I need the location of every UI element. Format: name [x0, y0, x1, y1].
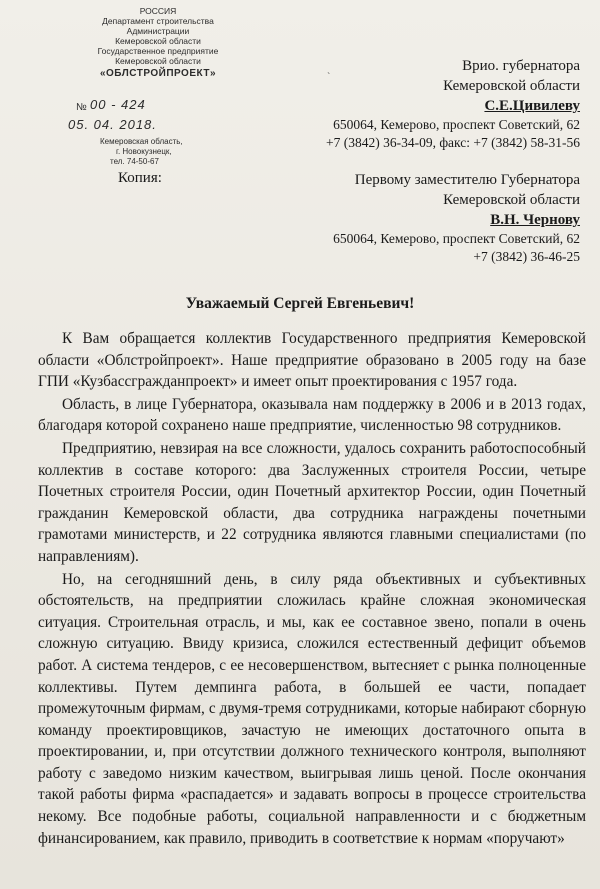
sender-stamp: [48, 6, 268, 166]
addressee-position: Врио. губернатора: [462, 58, 580, 74]
letter-body: [38, 328, 586, 849]
addressee-region: Кемеровской области: [443, 78, 580, 94]
copy-address: 650064, Кемерово, проспект Советский, 62: [333, 231, 580, 246]
stamp-enterprise-name: «ОБЛСТРОЙПРОЕКТ»: [99, 68, 217, 79]
paragraph: Область, в лице Губернатора, оказывала нам поддержку в 2006 и в 2013 годах, благодаря которой сохранено наше предприятие, численностью 98 сотрудников.: [38, 395, 586, 435]
stamp-number: 00 - 424: [90, 97, 146, 112]
stamp-administration: Администрации: [126, 26, 190, 36]
greeting: Уважаемый Сергей Евгеньевич!: [185, 295, 415, 312]
paragraph: Но, на сегодняшний день, в силу ряда объективных и субъективных обстоятельств, на предприятии сложилась крайне сложная экономическая ситуация. Строительная отрасль, и мы, как ее составное звено, попали в очень сложную ситуацию. Ввиду кризиса, сложился естественный дефицит объемов работ. А система тендеров, с ее несовершенством, вытесняет с рынка полноценные коллективы. Путем демпинга работа, в большей ее части, попадает промежуточным фирмам, с двумя-тремя сотрудниками, которые набирают сборную команду проектировщиков, зачастую не имеющих достаточного опыта в проектировании, и, при отсутствии должного технического контроля, выполняют работу с заведомо низким качеством, выигрывая лишь ценой. После окончания такой работы фирма «распадается» и задавать вопросы в процессе строительства некому. Все подобные работы, социальной направленности и с бюджетным финансированием, как правило, приводить в соответствие к нормам «поручают»: [38, 570, 586, 847]
copy-position: Первому заместителю Губернатора: [354, 172, 580, 188]
copy-label: Копия:: [118, 170, 162, 186]
addressee-phones: +7 (3842) 36-34-09, факс: +7 (3842) 58-31-56: [325, 135, 580, 150]
addressee-block: [326, 56, 580, 152]
stamp-enterprise-type: Государственное предприятие: [97, 46, 219, 56]
copy-phones: +7 (3842) 36-46-25: [473, 249, 580, 264]
stamp-address-line1: Кемеровская область,: [100, 137, 183, 146]
paragraph: К Вам обращается коллектив Государственного предприятия Кемеровской области «Облстройпроект». Наше предприятие образовано в 2005 году на базе ГПИ «Кузбассгражданпроект» и имеет опыт проектирования с 1957 года.: [38, 330, 586, 391]
copy-name: В.Н. Чернову: [490, 212, 580, 228]
paragraph: Предприятию, невзирая на все сложности, удалось сохранить работоспособный коллектив в составе которого: два Заслуженных строителя России, четыре Почетных строителя России, один Почетный архитектор России, один Почетный гражданин Кемеровской области, два сотрудника награждены почетными грамотами министерств, и 22 сотрудника являются главными специалистами (по направлениям).: [38, 439, 586, 565]
stamp-address-line2: г. Новокузнецк,: [116, 147, 172, 156]
stamp-country: РОССИЯ: [139, 6, 177, 16]
addressee-address: 650064, Кемерово, проспект Советский, 62: [333, 117, 580, 132]
stamp-number-label: №: [76, 102, 87, 113]
stamp-region: Кемеровской области: [115, 36, 201, 46]
stray-mark: `: [327, 72, 331, 83]
addressee-name: С.Е.Цивилеву: [484, 98, 580, 114]
stamp-enterprise-region: Кемеровской области: [115, 56, 201, 66]
stamp-phone: тел. 74-50-67: [110, 157, 159, 166]
stamp-department: Департамент строительства: [102, 16, 214, 26]
copy-region: Кемеровской области: [443, 192, 580, 208]
stamp-date: 05. 04. 2018.: [68, 117, 157, 132]
copy-addressee-block: [333, 170, 580, 266]
